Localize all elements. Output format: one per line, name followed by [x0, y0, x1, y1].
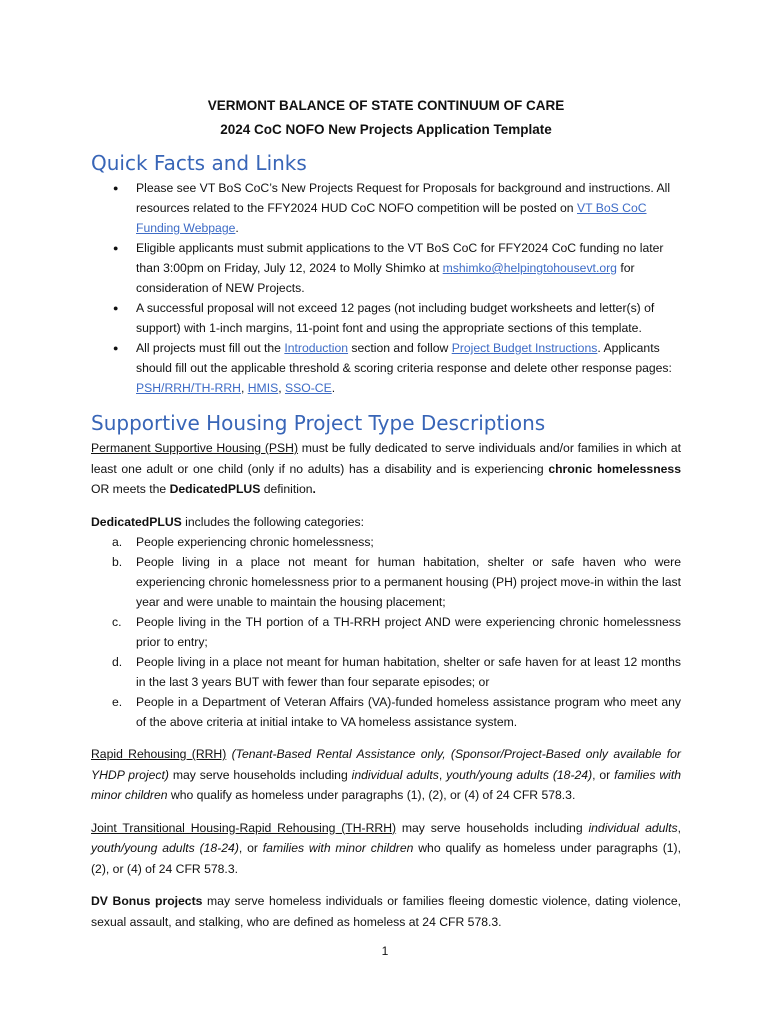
sso-ce-link[interactable]: SSO-CE: [284, 381, 332, 395]
dedicatedplus-categories: [91, 532, 681, 732]
email-link[interactable]: mshimko@helpingtohousevt.org: [442, 261, 617, 275]
th-rrh-term: Joint Transitional Housing-Rapid Rehousing (TH-RRH): [91, 820, 397, 835]
funding-webpage-link[interactable]: VT BoS CoC Funding Webpage: [136, 201, 647, 235]
psh-rrh-link[interactable]: PSH/RRH/TH-RRH: [136, 381, 241, 395]
th-rrh-paragraph: Joint Transitional Housing-Rapid Rehousing (TH-RRH) may serve households including individual adults, youth/young adults (18-24), or families with minor children who qualify as homeless under paragraphs (1), (2), or (4) of 24 CFR 578.3.: [91, 820, 681, 876]
bullet-icon: ●: [113, 343, 119, 353]
psh-paragraph: Permanent Supportive Housing (PSH) must be fully dedicated to serve individuals and/or families in which at least one adult or one child (only if no adults) has a disability and is experiencing chronic homelessness OR meets the DedicatedPLUS definition.: [91, 441, 681, 496]
header-title-line2: 2024 CoC NOFO New Projects Application Template: [220, 122, 552, 137]
rrh-term: Rapid Rehousing (RRH): [91, 747, 227, 761]
psh-term: Permanent Supportive Housing (PSH): [91, 441, 299, 455]
quick-facts-heading: Quick Facts and Links: [91, 151, 307, 175]
dedicatedplus-intro: DedicatedPLUS includes the following categories:: [91, 514, 365, 529]
header-title-line1: VERMONT BALANCE OF STATE CONTINUUM OF CARE: [207, 98, 565, 113]
list-item: ● Eligible applicants must submit applications to the VT BoS CoC for FFY2024 CoC funding no later than 3:00pm on Friday, July 12, 2024 to Molly Shimko at mshimko@helpingtohousevt.org for consideration of NEW Projects.: [91, 238, 681, 298]
list-item: b. People living in a place not meant for human habitation, shelter or safe haven who were experiencing chronic homelessness prior to a permanent housing (PH) project move-in within the last year and were unable to maintain the housing placement;: [112, 555, 681, 609]
list-item: e. People in a Department of Veteran Affairs (VA)-funded homeless assistance program who meet any of the above criteria at initial intake to VA homeless assistance system.: [112, 695, 681, 729]
bullet-icon: ●: [113, 303, 119, 313]
list-item: d. People living in a place not meant for human habitation, shelter or safe haven for at least 12 months in the last 3 years BUT with fewer than four separate episodes; or: [112, 655, 681, 689]
list-item: ● A successful proposal will not exceed 12 pages (not including budget worksheets and letter(s) of support) with 1-inch margins, 11-point font and using the appropriate sections of this template.: [91, 298, 681, 338]
hmis-link[interactable]: HMIS: [247, 381, 279, 395]
supportive-housing-heading: Supportive Housing Project Type Descriptions: [91, 411, 546, 435]
rrh-paragraph: Rapid Rehousing (RRH) (Tenant-Based Rental Assistance only, (Sponsor/Project-Based only available for YHDP project) may serve households including individual adults, youth/young adults (18-24), or families with minor children who qualify as homeless under paragraphs (1), (2), or (4) of 24 CFR 578.3.: [91, 747, 682, 802]
document-page: [91, 94, 681, 932]
list-item: ● All projects must fill out the Introduction section and follow Project Budget Instructions. Applicants should fill out the applicable threshold & scoring criteria response and delete other response pages: PSH/RRH/TH-RRH, HMIS, SSO-CE.: [91, 338, 681, 398]
quick-facts-list: [91, 178, 681, 398]
list-item: c. People living in the TH portion of a TH-RRH project AND were experiencing chronic homelessness prior to entry;: [112, 615, 681, 649]
bullet-icon: ●: [113, 183, 119, 193]
introduction-link[interactable]: Introduction: [284, 341, 349, 355]
document-header: [91, 94, 681, 142]
budget-instructions-link[interactable]: Project Budget Instructions: [451, 341, 598, 355]
dv-bonus-paragraph: DV Bonus projects may serve homeless individuals or families fleeing domestic violence, dating violence, sexual assault, and stalking, who are defined as homeless at 24 CFR 578.3.: [91, 894, 681, 929]
bullet-icon: ●: [113, 243, 119, 253]
page-number: 1: [381, 944, 389, 958]
list-item: a. People experiencing chronic homelessness;: [112, 535, 374, 549]
list-item: ● Please see VT BoS CoC’s New Projects Request for Proposals for background and instructions. All resources related to the FFY2024 HUD CoC NOFO competition will be posted on VT BoS CoC Funding Webpage.: [91, 178, 681, 238]
